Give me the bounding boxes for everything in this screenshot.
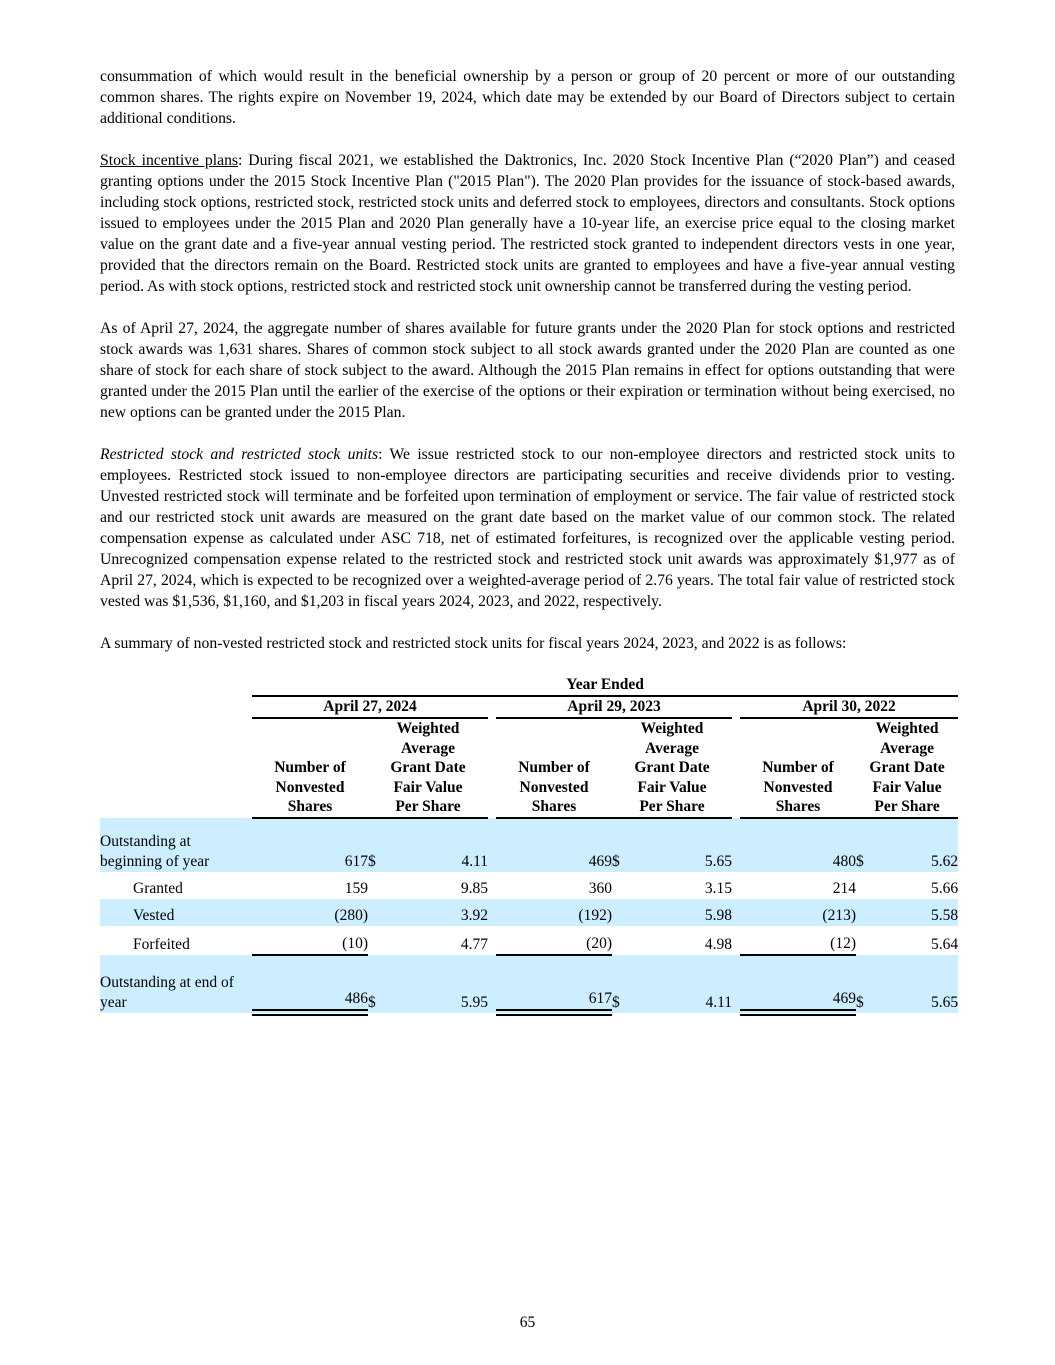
shares-cell: 486	[252, 955, 368, 1013]
shares-col-subheader: Number of Nonvested Shares	[740, 718, 856, 818]
paragraph	[100, 633, 955, 654]
value-cell: 9.85	[460, 879, 488, 897]
gap-cell	[732, 926, 740, 955]
gap-cell	[732, 818, 740, 872]
dollar-sign: $	[368, 993, 376, 1011]
gap-cell	[732, 872, 740, 899]
dollar-sign	[856, 872, 880, 899]
table-row	[100, 872, 958, 899]
value-cell: 5.62	[931, 852, 959, 870]
dollar-sign: $	[612, 993, 620, 1011]
value-cell: 3.92	[460, 906, 488, 924]
dollar-sign: $	[368, 852, 376, 870]
shares-cell: (280)	[334, 906, 368, 924]
shares-cell: (213)	[822, 906, 856, 924]
text-segment: : We issue restricted stock to our non-employee directors and restricted stock units to employees. Restricted stock issued to non-employee directors are participating securities and receive dividends prior to vesting. Unvested restricted stock will terminate and be forfeited upon termination of employment or service. The fair value of restricted stock and our restricted stock unit awards are measured on the grant date based on the market value of our common stock. The related compensation expense as calculated under ASC 718, net of estimated forfeitures, is recognized over the applicable vesting period. Unrecognized compensation expense related to the restricted stock and restricted stock unit awards was approximately $1,977 as of April 27, 2024, which is expected to be recognized over a weighted-average period of 2.76 years. The total fair value of restricted stock vested was $1,536, $1,160, and $1,203 in fiscal years 2024, 2023, and 2022, respectively.	[100, 446, 955, 610]
shares-cell: 214	[832, 879, 856, 897]
dollar-sign	[368, 872, 392, 899]
dollar-sign: $	[612, 852, 620, 870]
value-cell: 4.98	[704, 935, 732, 953]
value-cell: 5.58	[931, 906, 959, 924]
text-segment: Stock incentive plans	[100, 152, 239, 169]
row-label: Forfeited	[133, 935, 190, 953]
spacer-cell	[100, 675, 252, 696]
table-header-row	[100, 718, 958, 818]
value-cell: 5.65	[704, 852, 732, 870]
dollar-sign	[856, 926, 880, 955]
row-label: Outstanding at beginning of year	[100, 832, 210, 870]
value-cell: 5.95	[460, 993, 488, 1011]
value-cell: 4.11	[461, 852, 488, 870]
table-header-row	[100, 675, 958, 696]
gap-cell	[488, 718, 496, 818]
shares-cell: 360	[588, 879, 612, 897]
dollar-sign: $	[856, 852, 864, 870]
text-segment: As of April 27, 2024, the aggregate number of shares available for future grants under the 2020 Plan for stock options and restricted stock awards was 1,631 shares. Shares of common stock subject to all stock awards granted under the 2020 Plan are counted as one share of stock for each share of stock subject to the award. Although the 2015 Plan remains in effect for options outstanding that were granted under the 2015 Plan until the earlier of the exercise of the options or their expiration or termination without being exercised, no new options can be granted under the 2015 Plan.	[100, 320, 955, 421]
period-header: April 29, 2023	[496, 696, 732, 718]
value-cell: 4.11	[705, 993, 732, 1011]
gap-cell	[732, 955, 740, 1013]
text-segment: consummation of which would result in the beneficial ownership by a person or group of 20 percent or more of our outstanding common shares. The rights expire on November 19, 2024, which date may be extended by our Board of Directors subject to certain additional conditions.	[100, 68, 955, 127]
value-cell: 3.15	[704, 879, 732, 897]
nonvested-shares-table	[100, 675, 958, 1016]
shares-cell: 617	[344, 852, 368, 870]
gap-cell	[488, 926, 496, 955]
fair-value-col-subheader: Weighted Average Grant Date Fair Value Per Share	[368, 718, 488, 818]
gap-cell	[488, 955, 496, 1013]
value-cell: 5.66	[931, 879, 959, 897]
gap-cell	[488, 696, 496, 718]
paragraph	[100, 444, 955, 612]
shares-cell: (10)	[252, 926, 368, 955]
paragraph	[100, 150, 955, 297]
fair-value-col-subheader: Weighted Average Grant Date Fair Value Per Share	[612, 718, 732, 818]
gap-cell	[488, 818, 496, 872]
gap-cell	[732, 899, 740, 926]
dollar-sign	[368, 899, 392, 926]
dollar-sign	[856, 899, 880, 926]
gap-cell	[732, 696, 740, 718]
body-paragraphs	[100, 66, 955, 654]
table-row	[100, 899, 958, 926]
value-cell: 5.98	[704, 906, 732, 924]
shares-cell: 617	[496, 955, 612, 1013]
dollar-sign	[612, 899, 636, 926]
gap-cell	[732, 718, 740, 818]
shares-cell: 469	[740, 955, 856, 1013]
gap-cell	[488, 872, 496, 899]
shares-cell: (20)	[496, 926, 612, 955]
table-row	[100, 818, 958, 872]
value-cell: 4.77	[460, 935, 488, 953]
spacer-cell	[100, 718, 252, 818]
table-row	[100, 926, 958, 955]
shares-col-subheader: Number of Nonvested Shares	[496, 718, 612, 818]
period-header: April 27, 2024	[252, 696, 488, 718]
value-cell: 5.64	[931, 935, 959, 953]
gap-cell	[488, 899, 496, 926]
dollar-sign	[612, 926, 636, 955]
year-ended-header: Year Ended	[252, 675, 958, 696]
text-segment: : During fiscal 2021, we established the Daktronics, Inc. 2020 Stock Incentive Plan (“2020 Plan”) and ceased granting options under the 2015 Stock Incentive Plan ("2015 Plan"). The 2020 Plan provides for the issuance of stock-based awards, including stock options, restricted stock, restricted stock units and deferred stock to employees, directors and consultants. Stock options issued to employees under the 2015 Plan and 2020 Plan generally have a 10-year life, an exercise price equal to the closing market value on the grant date and a five-year annual vesting period. The restricted stock granted to independent directors vests in one year, provided that the directors remain on the Board. Restricted stock units are granted to employees and have a five-year annual vesting period. As with stock options, restricted stock and restricted stock unit ownership cannot be transferred during the vesting period.	[100, 152, 956, 295]
shares-cell: (192)	[578, 906, 612, 924]
paragraph	[100, 318, 955, 423]
text-segment: Restricted stock and restricted stock units	[100, 446, 379, 463]
dollar-sign: $	[856, 993, 864, 1011]
fair-value-col-subheader: Weighted Average Grant Date Fair Value Per Share	[856, 718, 958, 818]
shares-cell: 469	[588, 852, 612, 870]
period-header: April 30, 2022	[740, 696, 958, 718]
dollar-sign	[612, 872, 636, 899]
table-row	[100, 955, 958, 1013]
shares-col-subheader: Number of Nonvested Shares	[252, 718, 368, 818]
text-segment: A summary of non-vested restricted stock and restricted stock units for fiscal years 2024, 2023, and 2022 is as follows:	[100, 635, 847, 652]
row-label: Vested	[133, 906, 175, 924]
value-cell: 5.65	[931, 993, 959, 1011]
dollar-sign	[368, 926, 392, 955]
shares-cell: 159	[344, 879, 368, 897]
row-label: Outstanding at end of year	[100, 973, 234, 1011]
row-label: Granted	[133, 879, 183, 897]
table-header-row	[100, 696, 958, 718]
shares-cell: 480	[832, 852, 856, 870]
shares-cell: (12)	[740, 926, 856, 955]
paragraph	[100, 66, 955, 129]
page-number: 65	[519, 1314, 536, 1331]
spacer-cell	[100, 696, 252, 718]
